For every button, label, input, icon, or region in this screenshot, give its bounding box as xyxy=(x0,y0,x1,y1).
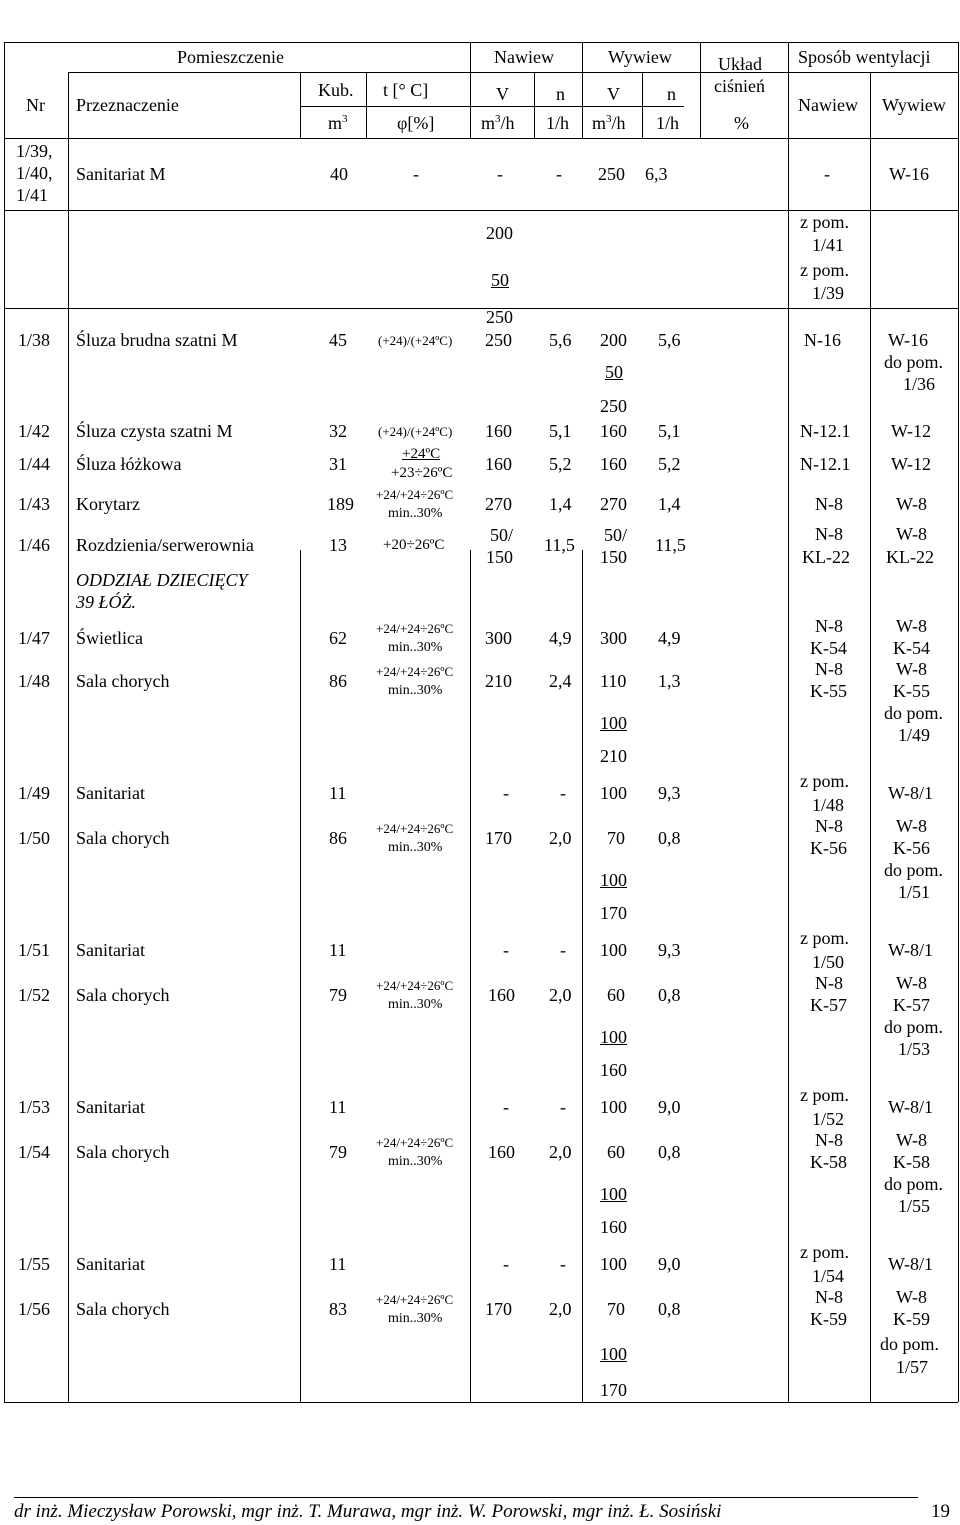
row-v2: 160 xyxy=(600,454,627,474)
row-nawiew: K-55 xyxy=(810,681,847,701)
row-n1: 2,0 xyxy=(549,828,572,848)
row-wywiew: W-8 xyxy=(896,616,927,636)
row-kub: 40 xyxy=(330,164,348,184)
row-wywiew: 1/49 xyxy=(898,725,931,745)
row-v2: 110 xyxy=(600,671,627,691)
row-v2: 270 xyxy=(600,494,627,514)
row-nawiew: 1/52 xyxy=(812,1109,845,1129)
row-nawiew: N-12.1 xyxy=(800,454,851,474)
row-n1: 5,1 xyxy=(549,421,572,441)
row-v2: 200 xyxy=(486,223,513,243)
row-nawiew: z pom. xyxy=(800,212,849,232)
row-v1: 160 xyxy=(488,1142,515,1162)
row-name: Sanitariat xyxy=(76,1254,145,1274)
row-temp: (+24)/(+24ºC) xyxy=(378,333,453,348)
row-v2: 250 xyxy=(486,307,513,327)
row-wywiew: 1/51 xyxy=(898,882,931,902)
row-nawiew: KL-22 xyxy=(802,547,850,567)
row-n1: - xyxy=(560,1254,566,1274)
row-nawiew: z pom. xyxy=(800,1085,849,1105)
row-v2: 100 xyxy=(600,1344,627,1364)
row-name: Sanitariat xyxy=(76,940,145,960)
page-number: 19 xyxy=(931,1501,950,1522)
row-wywiew: 1/36 xyxy=(903,374,936,394)
header-n1: n xyxy=(556,84,565,104)
row-n1: 5,6 xyxy=(549,330,572,350)
row-name: Korytarz xyxy=(76,494,140,514)
row-name: Rozdzienia/serwerownia xyxy=(76,535,254,555)
row-v2: 160 xyxy=(600,1217,627,1237)
row-nawiew: K-59 xyxy=(810,1309,847,1329)
row-kub: 31 xyxy=(329,454,347,474)
row-temp: min..30% xyxy=(388,1311,443,1326)
row-v1: 160 xyxy=(488,985,515,1005)
row-nawiew: - xyxy=(824,164,830,184)
row-nawiew: 1/39 xyxy=(812,283,845,303)
row-v2: 70 xyxy=(607,828,625,848)
row-wywiew: W-8/1 xyxy=(888,1254,933,1274)
row-nr: 1/51 xyxy=(18,940,51,960)
row-n1: 2,4 xyxy=(549,671,572,691)
row-temp: +24/+24÷26ºC xyxy=(376,1292,454,1307)
row-v1: 210 xyxy=(485,671,512,691)
row-temp: min..30% xyxy=(388,683,443,698)
header-v2: V xyxy=(607,84,620,104)
row-nr: 1/42 xyxy=(18,421,51,441)
row-kub: 79 xyxy=(329,1142,347,1162)
row-nr: 1/48 xyxy=(18,671,51,691)
row-temp: min..30% xyxy=(388,640,443,655)
row-v2: 50 xyxy=(605,362,623,382)
row-wywiew: W-8 xyxy=(896,816,927,836)
row-n1: 2,0 xyxy=(549,1142,572,1162)
row-n2: 9,0 xyxy=(658,1254,681,1274)
row-nawiew: K-57 xyxy=(810,995,847,1015)
row-wywiew: 1/55 xyxy=(898,1196,931,1216)
row-v2: 50 xyxy=(491,270,509,290)
row-kub: 32 xyxy=(329,421,347,441)
row-temp: +24/+24÷26ºC xyxy=(376,621,454,636)
row-n1: 5,2 xyxy=(549,454,572,474)
row-wywiew: W-8/1 xyxy=(888,940,933,960)
row-name: Sala chorych xyxy=(76,828,170,848)
row-wywiew: W-8 xyxy=(896,973,927,993)
row-kub: 79 xyxy=(329,985,347,1005)
row-nawiew: z pom. xyxy=(800,1242,849,1262)
row-v2: 100 xyxy=(600,713,627,733)
row-wywiew: W-16 xyxy=(888,330,928,350)
row-nawiew: K-54 xyxy=(810,638,847,658)
row-n1: - xyxy=(560,1097,566,1117)
row-wywiew: W-8 xyxy=(896,494,927,514)
row-n2: 4,9 xyxy=(658,628,681,648)
row-nawiew: N-8 xyxy=(815,1130,843,1150)
row-temp: +24/+24÷26ºC xyxy=(376,664,454,679)
header-nawiew-2: Nawiew xyxy=(798,95,858,115)
row-v2: 100 xyxy=(600,783,627,803)
row-v1: - xyxy=(497,164,503,184)
row-v2: 300 xyxy=(600,628,627,648)
row-v1: - xyxy=(503,783,509,803)
row-v2: 100 xyxy=(600,870,627,890)
row-n1: 2,0 xyxy=(549,1299,572,1319)
row-wywiew: K-58 xyxy=(893,1152,930,1172)
row-n2: 9,3 xyxy=(658,783,681,803)
row-wywiew: W-8 xyxy=(896,1130,927,1150)
row-nr: 1/52 xyxy=(18,985,51,1005)
row-v1: 50/ xyxy=(490,525,514,545)
row-wywiew: do pom. xyxy=(884,1017,944,1037)
row-nawiew: z pom. xyxy=(800,771,849,791)
row-kub: 11 xyxy=(329,783,347,803)
row-n1: - xyxy=(560,783,566,803)
row-n2: 6,3 xyxy=(645,164,668,184)
row-nr: 1/40, xyxy=(16,163,53,183)
row-kub: 189 xyxy=(327,494,354,514)
row-v2: 70 xyxy=(607,1299,625,1319)
header-przeznaczenie: Przeznaczenie xyxy=(76,95,179,115)
header-v1: V xyxy=(496,84,509,104)
row-temp: - xyxy=(413,164,419,184)
row-v2: 250 xyxy=(598,164,625,184)
row-kub: 11 xyxy=(329,1254,347,1274)
header-unit-phi: φ[%] xyxy=(397,113,435,133)
row-wywiew: W-8/1 xyxy=(888,1097,933,1117)
row-temp: +24/+24÷26ºC xyxy=(376,978,454,993)
row-wywiew: W-8 xyxy=(896,1287,927,1307)
row-n2: 0,8 xyxy=(658,828,681,848)
row-temp: min..30% xyxy=(388,997,443,1012)
row-nawiew: N-8 xyxy=(815,973,843,993)
row-temp: min..30% xyxy=(388,506,443,521)
row-kub: 45 xyxy=(329,330,347,350)
row-temp: +24/+24÷26ºC xyxy=(376,1135,454,1150)
header-nr: Nr xyxy=(26,95,45,115)
row-nr: 1/44 xyxy=(18,454,51,474)
row-temp: +23÷26ºC xyxy=(391,465,453,481)
row-v2: 100 xyxy=(600,1184,627,1204)
row-wywiew: W-8 xyxy=(896,659,927,679)
header-unit-n2: 1/h xyxy=(656,113,680,133)
row-nr: 1/56 xyxy=(18,1299,51,1319)
header-unit-pct: % xyxy=(734,113,749,133)
row-wywiew: W-12 xyxy=(891,454,931,474)
row-v2: 100 xyxy=(600,1027,627,1047)
row-wywiew: do pom. xyxy=(884,352,944,372)
row-n1: - xyxy=(560,940,566,960)
row-v1: 160 xyxy=(485,421,512,441)
row-nr: 1/47 xyxy=(18,628,51,648)
row-nawiew: N-8 xyxy=(815,659,843,679)
row-nawiew: N-16 xyxy=(804,330,841,350)
row-n2: 5,1 xyxy=(658,421,681,441)
row-wywiew: K-59 xyxy=(893,1309,930,1329)
row-wywiew: K-55 xyxy=(893,681,930,701)
row-kub: 83 xyxy=(329,1299,347,1319)
footer-rule xyxy=(14,1497,918,1498)
row-v1: 300 xyxy=(485,628,512,648)
row-nr: 1/39, xyxy=(16,141,53,161)
row-wywiew: do pom. xyxy=(884,1174,944,1194)
row-v2: 170 xyxy=(600,1380,627,1400)
row-kub: 62 xyxy=(329,628,347,648)
row-n2: 1,4 xyxy=(658,494,681,514)
row-wywiew: W-16 xyxy=(889,164,929,184)
row-temp: min..30% xyxy=(388,840,443,855)
row-name: Sala chorych xyxy=(76,1142,170,1162)
row-nawiew: z pom. xyxy=(800,928,849,948)
row-nr: 1/54 xyxy=(18,1142,51,1162)
row-name: Śluza łóżkowa xyxy=(76,454,182,474)
row-wywiew: K-54 xyxy=(893,638,930,658)
row-temp: +24ºC xyxy=(402,446,441,462)
header-wywiew-2: Wywiew xyxy=(882,95,946,115)
row-nawiew: N-8 xyxy=(815,494,843,514)
row-temp: +24/+24÷26ºC xyxy=(376,487,454,502)
header-uklad-1: Układ xyxy=(718,54,762,74)
row-v2: 100 xyxy=(600,940,627,960)
row-nr: 1/49 xyxy=(18,783,51,803)
row-nawiew: K-56 xyxy=(810,838,847,858)
section-subtitle: 39 ŁÓŻ. xyxy=(76,592,137,612)
row-nr: 1/43 xyxy=(18,494,51,514)
header-nawiew: Nawiew xyxy=(494,47,554,67)
row-wywiew: 1/57 xyxy=(896,1357,929,1377)
row-v1: - xyxy=(503,940,509,960)
header-wywiew: Wywiew xyxy=(608,47,672,67)
row-nawiew: 1/48 xyxy=(812,795,845,815)
row-v1: - xyxy=(503,1097,509,1117)
row-name: Śluza czysta szatni M xyxy=(76,421,233,441)
row-n2: 5,2 xyxy=(658,454,681,474)
row-v1: 270 xyxy=(485,494,512,514)
row-name: Sala chorych xyxy=(76,1299,170,1319)
header-kub: Kub. xyxy=(318,80,354,100)
row-nawiew: N-8 xyxy=(815,524,843,544)
row-nawiew: N-12.1 xyxy=(800,421,851,441)
row-n2: 1,3 xyxy=(658,671,681,691)
row-nr: 1/53 xyxy=(18,1097,51,1117)
row-kub: 11 xyxy=(329,1097,347,1117)
row-kub: 86 xyxy=(329,671,347,691)
row-n1: 2,0 xyxy=(549,985,572,1005)
row-v1: 150 xyxy=(486,547,513,567)
row-name: Sanitariat M xyxy=(76,164,166,184)
row-v2: 150 xyxy=(600,547,627,567)
row-nr: 1/50 xyxy=(18,828,51,848)
footer-authors: dr inż. Mieczysław Porowski, mgr inż. T. Murawa, mgr inż. W. Porowski, mgr inż. Ł. Sosiński xyxy=(14,1501,722,1522)
header-uklad-2: ciśnień xyxy=(714,76,765,96)
row-v2: 50/ xyxy=(604,525,628,545)
row-v2: 100 xyxy=(600,1254,627,1274)
section-title: ODDZIAŁ DZIECIĘCY xyxy=(76,570,248,590)
row-v2: 170 xyxy=(600,903,627,923)
row-nawiew: N-8 xyxy=(815,616,843,636)
row-temp: (+24)/(+24ºC) xyxy=(378,424,453,439)
header-unit-v1: $m^3/h$ xyxy=(481,113,515,133)
row-name: Sala chorych xyxy=(76,671,170,691)
row-n2: 0,8 xyxy=(658,985,681,1005)
header-n2: n xyxy=(667,84,676,104)
row-kub: 86 xyxy=(329,828,347,848)
row-wywiew: do pom. xyxy=(880,1334,940,1354)
row-n2: 0,8 xyxy=(658,1299,681,1319)
row-wywiew: W-8 xyxy=(896,524,927,544)
row-nawiew: N-8 xyxy=(815,816,843,836)
row-temp: min..30% xyxy=(388,1154,443,1169)
header-unit-n1: 1/h xyxy=(546,113,570,133)
row-v2: 60 xyxy=(607,1142,625,1162)
row-nr: 1/41 xyxy=(16,185,49,205)
row-nr: 1/46 xyxy=(18,535,51,555)
header-sposob: Sposób wentylacji xyxy=(798,47,931,67)
header-unit-m3: $m^3$ xyxy=(328,113,348,133)
row-v2: 160 xyxy=(600,421,627,441)
row-v2: 160 xyxy=(600,1060,627,1080)
row-n1: 11,5 xyxy=(544,535,575,555)
row-temp: +24/+24÷26ºC xyxy=(376,821,454,836)
row-v2: 250 xyxy=(600,396,627,416)
row-wywiew: do pom. xyxy=(884,860,944,880)
row-name: Śluza brudna szatni M xyxy=(76,330,238,350)
row-v1: 160 xyxy=(485,454,512,474)
row-n1: - xyxy=(556,164,562,184)
row-name: Świetlica xyxy=(76,628,143,648)
row-nr: 1/38 xyxy=(18,330,51,350)
row-n2: 9,0 xyxy=(658,1097,681,1117)
row-nawiew: z pom. xyxy=(800,260,849,280)
row-n2: 0,8 xyxy=(658,1142,681,1162)
row-nawiew: N-8 xyxy=(815,1287,843,1307)
row-nawiew: 1/54 xyxy=(812,1266,845,1286)
row-wywiew: K-56 xyxy=(893,838,930,858)
row-n1: 4,9 xyxy=(549,628,572,648)
row-name: Sala chorych xyxy=(76,985,170,1005)
row-v2: 200 xyxy=(600,330,627,350)
row-kub: 13 xyxy=(329,535,347,555)
header-temp: t [° C] xyxy=(383,80,429,100)
row-wywiew: KL-22 xyxy=(886,547,934,567)
row-nawiew: 1/41 xyxy=(812,235,845,255)
row-nr: 1/55 xyxy=(18,1254,51,1274)
row-name: Sanitariat xyxy=(76,783,145,803)
row-name: Sanitariat xyxy=(76,1097,145,1117)
row-nawiew: K-58 xyxy=(810,1152,847,1172)
row-wywiew: K-57 xyxy=(893,995,930,1015)
row-v2: 210 xyxy=(600,746,627,766)
row-v1: 250 xyxy=(485,330,512,350)
row-wywiew: W-12 xyxy=(891,421,931,441)
row-n1: 1,4 xyxy=(549,494,572,514)
row-temp: +20÷26ºC xyxy=(383,537,445,553)
row-wywiew: W-8/1 xyxy=(888,783,933,803)
row-wywiew: do pom. xyxy=(884,703,944,723)
row-wywiew: 1/53 xyxy=(898,1039,931,1059)
row-nawiew: 1/50 xyxy=(812,952,845,972)
row-v1: - xyxy=(503,1254,509,1274)
row-n2: 11,5 xyxy=(655,535,686,555)
header-pomieszczenie: Pomieszczenie xyxy=(177,47,284,67)
row-n2: 9,3 xyxy=(658,940,681,960)
row-kub: 11 xyxy=(329,940,347,960)
row-v2: 100 xyxy=(600,1097,627,1117)
header-unit-v2: $m^3/h$ xyxy=(592,113,626,133)
row-n2: 5,6 xyxy=(658,330,681,350)
row-v1: 170 xyxy=(485,1299,512,1319)
row-v1: 170 xyxy=(485,828,512,848)
row-v2: 60 xyxy=(607,985,625,1005)
